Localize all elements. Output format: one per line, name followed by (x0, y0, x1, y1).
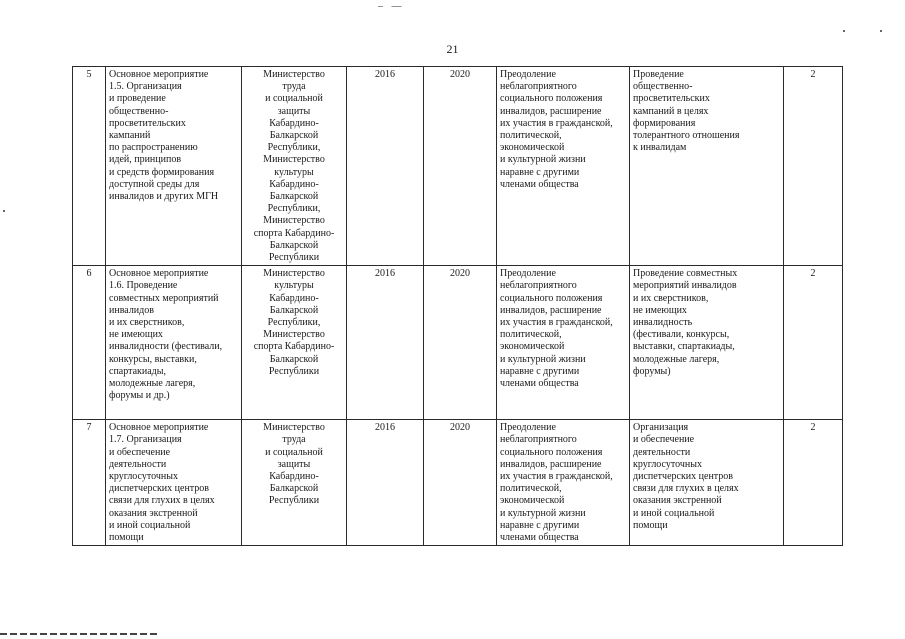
table-row (73, 420, 843, 546)
outcome-cell: Проведение общественно- просветительских кампаний в целях формирования толерантного отношения к инвалидам (630, 67, 784, 266)
result-cell: Преодоление неблагоприятного социального положения инвалидов, расширение их участия в гражданской, политической, экономической и культурной жизни наравне с другими членами общества (497, 266, 630, 420)
end-year-cell: 2020 (424, 420, 497, 546)
outcome-cell: Организация и обеспечение деятельности круглосуточных диспетчерских центров связи для глухих в целях оказания экстренной и иной социальной помощи (630, 420, 784, 546)
row-number: 6 (73, 266, 106, 420)
measures-table (72, 66, 843, 546)
executor-cell: Министерство труда и социальной защиты Кабардино- Балкарской Республики, Министерство культуры Кабардино- Балкарской Республики, Министерство спорта Кабардино- Балкарской Республики (242, 67, 347, 266)
start-year-cell: 2016 (347, 67, 424, 266)
top-mark: – — (378, 1, 405, 12)
end-year-cell: 2020 (424, 266, 497, 420)
table-row (73, 67, 843, 266)
start-year-cell: 2016 (347, 266, 424, 420)
row-number: 7 (73, 420, 106, 546)
scan-speck (880, 30, 882, 32)
priority-cell: 2 (784, 266, 843, 420)
row-number: 5 (73, 67, 106, 266)
executor-cell: Министерство труда и социальной защиты Кабардино- Балкарской Республики (242, 420, 347, 546)
event-cell: Основное мероприятие 1.6. Проведение совместных мероприятий инвалидов и их сверстников, не имеющих инвалидности (фестивали, конкурсы, выставки, спартакиады, молодежные лагеря, форумы и др.) (106, 266, 242, 420)
scan-speck (3, 210, 5, 212)
scan-speck (843, 30, 845, 32)
executor-cell: Министерство культуры Кабардино- Балкарской Республики, Министерство спорта Кабардино- Балкарской Республики (242, 266, 347, 420)
page-number: 21 (446, 42, 459, 56)
priority-cell: 2 (784, 420, 843, 546)
result-cell: Преодоление неблагоприятного социального положения инвалидов, расширение их участия в гражданской, политической, экономической и культурной жизни наравне с другими членами общества (497, 67, 630, 266)
end-year-cell: 2020 (424, 67, 497, 266)
result-cell: Преодоление неблагоприятного социального положения инвалидов, расширение их участия в гражданской, политической, экономической и культурной жизни наравне с другими членами общества (497, 420, 630, 546)
event-cell: Основное мероприятие 1.7. Организация и обеспечение деятельности круглосуточных диспетчерских центров связи для глухих в целях оказания экстренной и иной социальной помощи (106, 420, 242, 546)
footer-rule (0, 633, 160, 635)
event-cell: Основное мероприятие 1.5. Организация и проведение общественно- просветительских кампаний по распространению идей, принципов и средств формирования доступной среды для инвалидов и других МГН (106, 67, 242, 266)
start-year-cell: 2016 (347, 420, 424, 546)
table-row (73, 266, 843, 420)
outcome-cell: Проведение совместных мероприятий инвалидов и их сверстников, не имеющих инвалидность (фестивали, конкурсы, выставки, спартакиады, молодежные лагеря, форумы) (630, 266, 784, 420)
priority-cell: 2 (784, 67, 843, 266)
